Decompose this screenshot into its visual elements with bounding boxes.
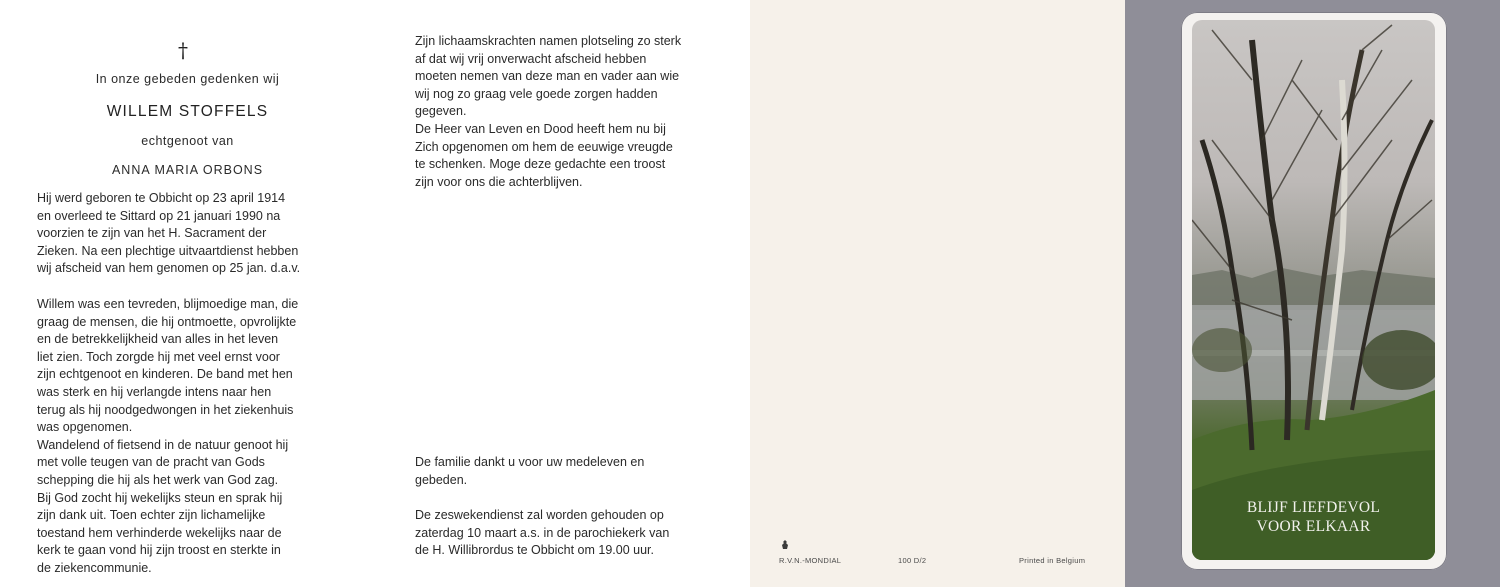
cover-caption-line1: BLIJF LIEFDEVOL <box>1246 499 1381 516</box>
biography-paragraph-2: Willem was een tevreden, blijmoedige man, die graag de mensen, die hij ontmoette, opvrolijkte en de betrekkelijkheid van alles in het leven liet zien. Toch zorgde hij met veel ernst voor zijn echtgenoot en kinderen. De band met hen was sterk en hij verlangde intens naar hen terug als hij noodgedwongen in het ziekenhuis was opgenomen. Wandelend of fietsend in de natuur genoot hij met volle teugen van de pracht van Gods schepping die hij als het werk van God zag. Bij God zocht hij wekelijks steun en sprak hij zijn dank uit. Toen echter zijn lichamelijke toestand hem verhinderde wekelijks naar de kerk te gaan vond hij zijn troost en sterkte in de ziekencommunie. <box>37 297 299 575</box>
memorial-paragraph: Zijn lichaamskrachten namen plotseling zo sterk af dat wij vrij onverwacht afscheid hebben moeten nemen van deze man en vader aan wie wij nog zo graag vele goede zorgen hadden gegeven. De Heer van Leven en Dood heeft hem nu bij Zich opgenomen om hem de eeuwige vreugde te schenken. Moge deze gedachte een troost zijn voor ons die achterblijven. <box>415 34 682 189</box>
back-panel <box>750 0 1125 587</box>
publisher-logo-icon <box>781 540 789 549</box>
deceased-name: WILLEM STOFFELS <box>106 103 269 120</box>
cover-caption-line2: VOOR ELKAAR <box>1256 518 1371 535</box>
printed-in-label: Printed in Belgium <box>1019 556 1086 565</box>
thanks-paragraph: De familie dankt u voor uw medeleven en gebeden. <box>415 455 645 487</box>
spouse-label: echtgenoot van <box>141 134 234 148</box>
biography-paragraph-1: Hij werd geboren te Obbicht op 23 april 1914 en overleed te Sittard op 21 januari 1990 na voorzien te zijn van het H. Sacrament der Zieken. Na een plechtige uitvaartdienst hebben wij afscheid van hem genomen op 25 jan. d.a.v. <box>37 191 301 276</box>
publisher-label: R.V.N.-MONDIAL <box>779 556 842 565</box>
service-paragraph: De zeswekendienst zal worden gehouden op zaterdag 10 maart a.s. in de parochiekerk van de H. Willibrordus te Obbicht om 19.00 uur. <box>415 508 670 558</box>
middle-text-panel <box>375 0 750 587</box>
left-text-panel <box>0 0 375 587</box>
intro-line: In onze gebeden gedenken wij <box>95 72 280 86</box>
trees-by-water-photo <box>1192 20 1435 560</box>
spouse-name: ANNA MARIA ORBONS <box>111 163 264 177</box>
product-code: 100 D/2 <box>898 556 927 565</box>
cross-icon: † <box>178 38 188 62</box>
